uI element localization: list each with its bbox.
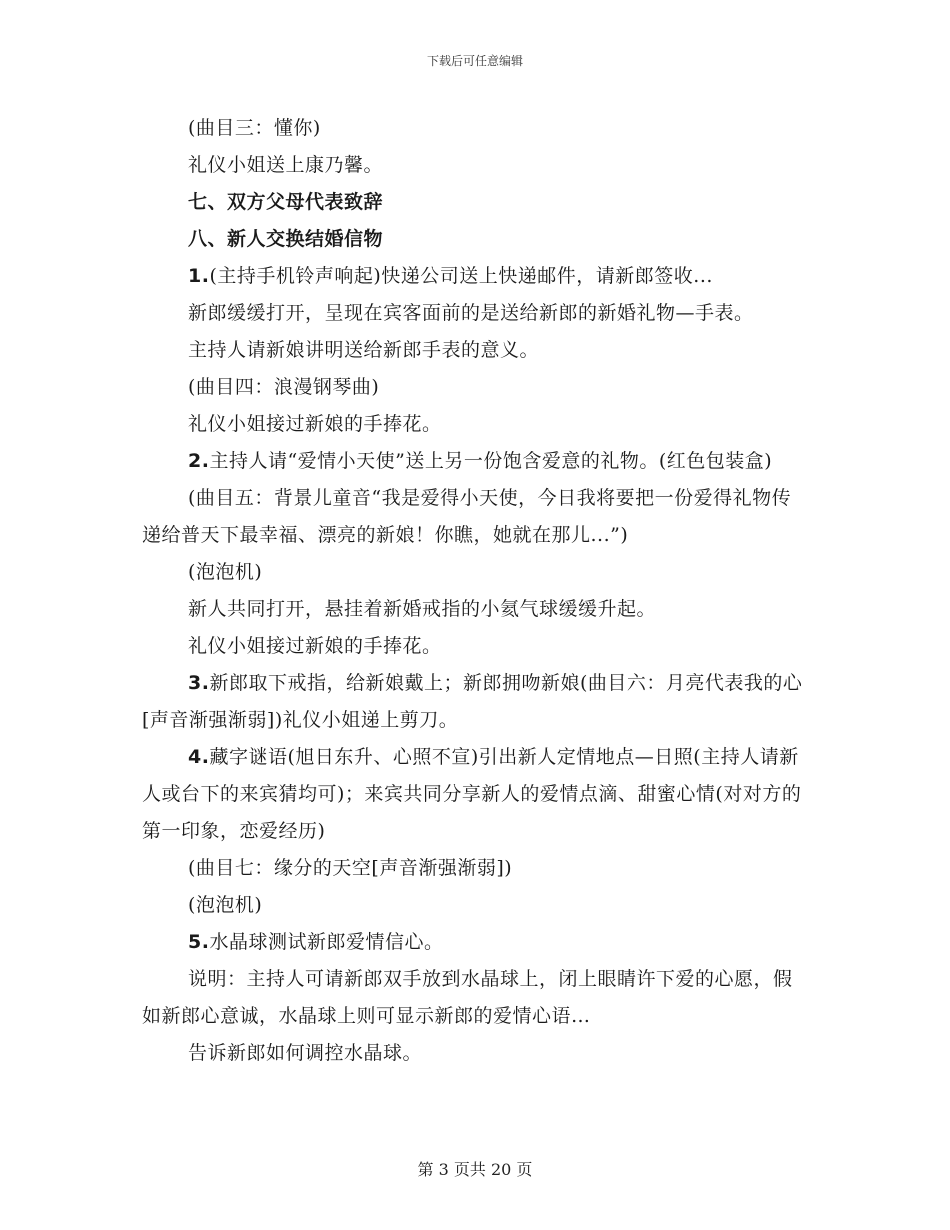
body-paragraph: [142, 665, 810, 739]
paragraph-text: 藏字谜语(旭日东升、心照不宣)引出新人定情地点—日照(主持人请新人或台下的来宾猜均可)；来宾共同分享新人的爱情点滴、甜蜜心情(对对方的第一印象，恋爱经历): [142, 746, 802, 842]
body-paragraph: [142, 628, 810, 665]
paragraph-text: (泡泡机): [188, 894, 263, 916]
paragraph-text: 新人共同打开，悬挂着新婚戒指的小氦气球缓缓升起。: [188, 598, 657, 620]
paragraph-text: (主持手机铃声响起)快递公司送上快递邮件，请新郎签收...: [209, 265, 713, 287]
body-paragraph: [142, 443, 810, 480]
body-paragraph: [142, 332, 810, 369]
list-number: 1.: [188, 265, 210, 287]
paragraph-text: 说明：主持人可请新郎双手放到水晶球上，闭上眼睛许下爱的心愿，假如新郎心意诚，水晶球上则可显示新郎的爱情心语…: [142, 968, 793, 1027]
paragraph-text: 告诉新郎如何调控水晶球。: [188, 1042, 423, 1064]
paragraph-text: (曲目三：懂你): [188, 117, 321, 139]
list-number: 5.: [188, 931, 210, 953]
body-paragraph: [142, 147, 810, 184]
paragraph-text: 八、新人交换结婚信物: [188, 228, 384, 250]
body-paragraph: [142, 258, 810, 295]
paragraph-text: (泡泡机): [188, 561, 263, 583]
paragraph-text: 礼仪小姐接过新娘的手捧花。: [188, 413, 442, 435]
paragraph-text: (曲目七：缘分的天空[声音渐强渐弱]): [188, 857, 513, 879]
paragraph-text: (曲目五：背景儿童音“我是爱得小天使，今日我将要把一份爱得礼物传递给普天下最幸福、漂亮的新娘！你瞧，她就在那儿...”): [142, 487, 792, 546]
body-paragraph: [142, 924, 810, 961]
body-paragraph: [142, 369, 810, 406]
page-header: 下载后可任意编辑: [426, 54, 523, 68]
section-heading: [142, 221, 810, 258]
body-paragraph: [142, 110, 810, 147]
list-number: 4.: [188, 746, 210, 768]
paragraph-text: 水晶球测试新郎爱情信心。: [209, 931, 444, 953]
paragraph-text: (曲目四：浪漫钢琴曲): [188, 376, 380, 398]
body-paragraph: [142, 1035, 810, 1072]
paragraph-text: 主持人请新娘讲明送给新郎手表的意义。: [188, 339, 540, 361]
body-paragraph: [142, 591, 810, 628]
body-paragraph: [142, 295, 810, 332]
paragraph-text: 七、双方父母代表致辞: [188, 191, 384, 213]
paragraph-text: 新郎取下戒指，给新娘戴上；新郎拥吻新娘(曲目六：月亮代表我的心[声音渐强渐弱])礼仪小姐递上剪刀。: [142, 672, 803, 731]
list-number: 2.: [188, 450, 210, 472]
paragraph-text: 主持人请“爱情小天使”送上另一份饱含爱意的礼物。(红色包装盒): [209, 450, 773, 472]
body-paragraph: [142, 406, 810, 443]
list-number: 3.: [188, 672, 210, 694]
paragraph-text: 新郎缓缓打开，呈现在宾客面前的是送给新郎的新婚礼物—手表。: [188, 302, 754, 324]
section-heading: [142, 184, 810, 221]
body-paragraph: [142, 739, 810, 850]
body-paragraph: [142, 554, 810, 591]
body-paragraph: [142, 961, 810, 1035]
paragraph-text: 礼仪小姐接过新娘的手捧花。: [188, 635, 442, 657]
page-footer: 第 3 页共 20 页: [417, 1160, 533, 1179]
body-paragraph: [142, 480, 810, 554]
paragraph-text: 礼仪小姐送上康乃馨。: [188, 154, 384, 176]
document-body: [142, 110, 810, 1072]
body-paragraph: [142, 887, 810, 924]
body-paragraph: [142, 850, 810, 887]
